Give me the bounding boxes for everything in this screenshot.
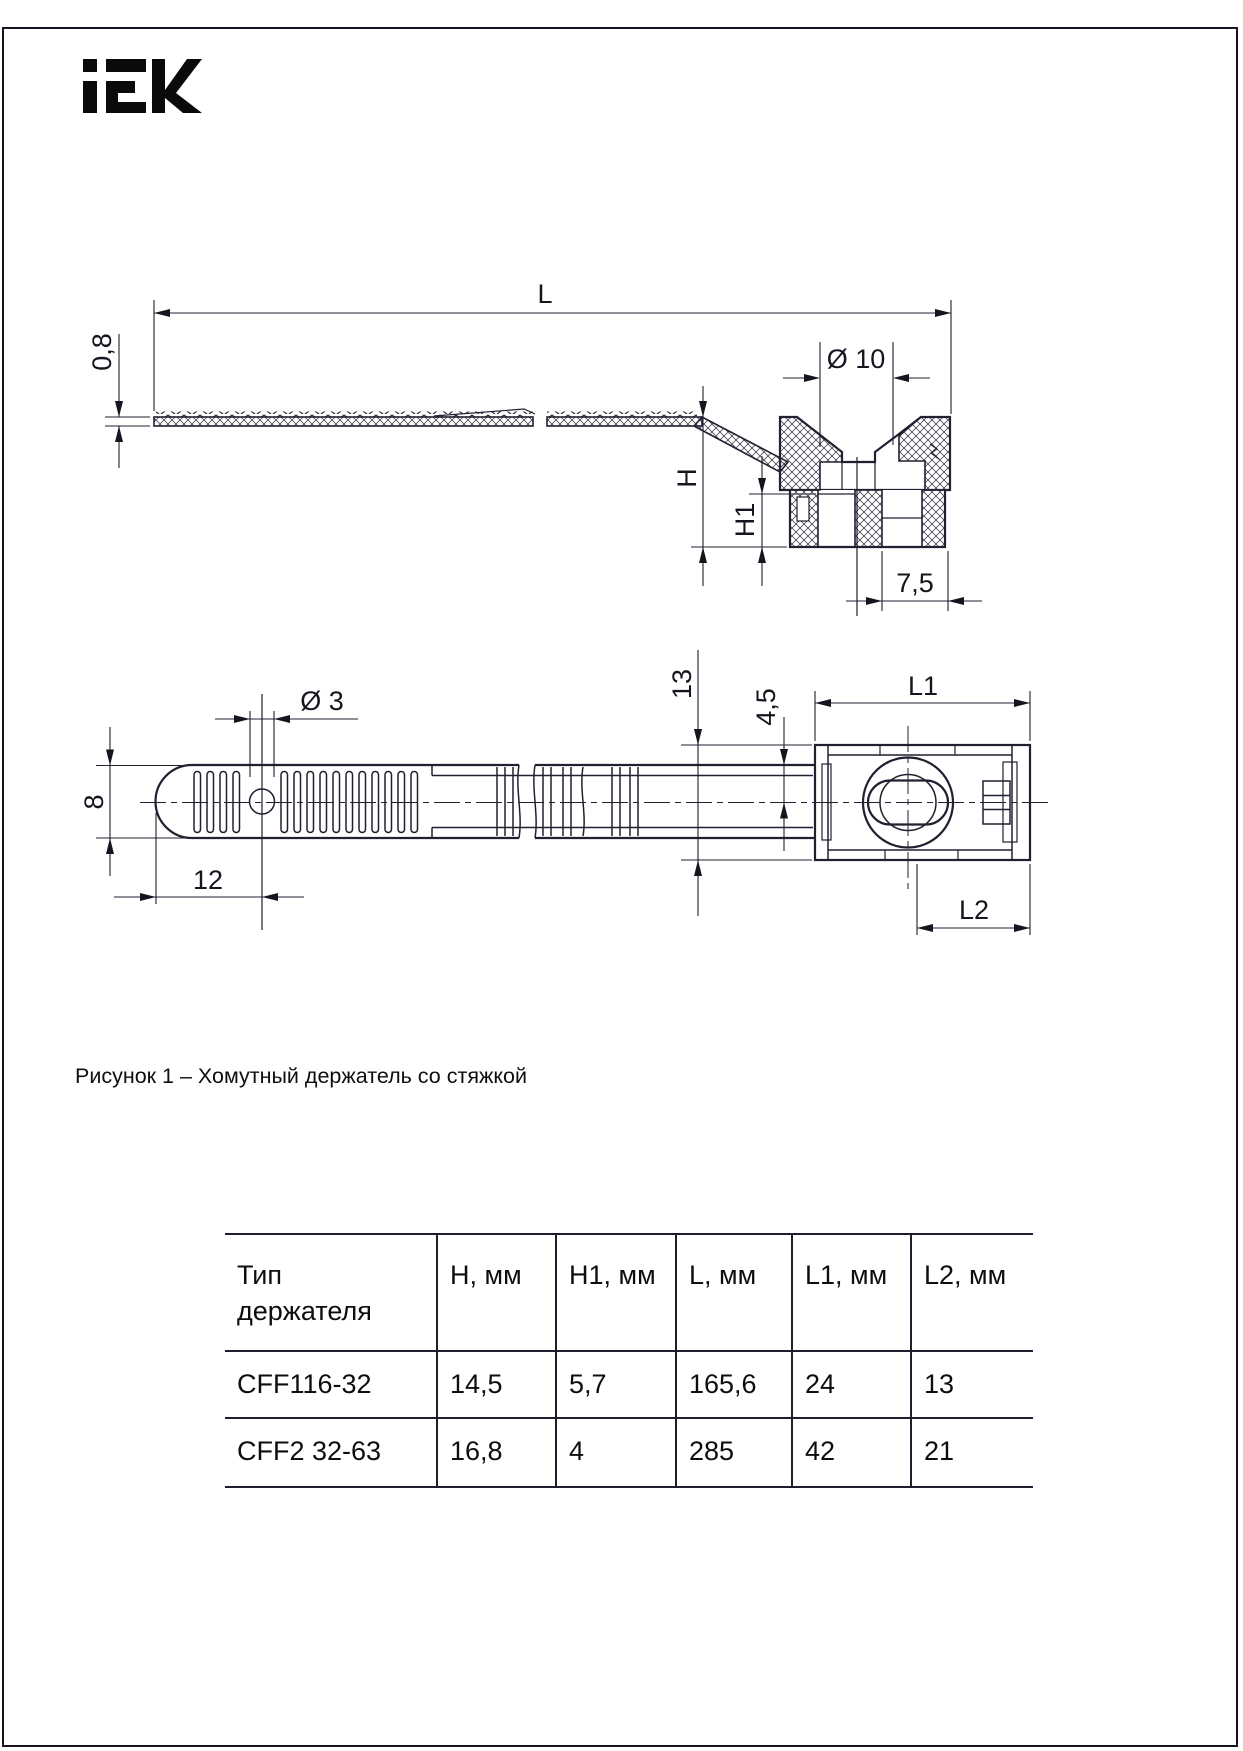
dim-head-width-label: 13 — [667, 668, 697, 700]
col-header-l: L, мм — [677, 1235, 793, 1352]
dim-strap-hole-diameter-label: Ø 3 — [300, 686, 344, 716]
side-view — [154, 409, 950, 616]
col-header-l1: L1, мм — [793, 1235, 912, 1352]
row2-h1: 4 — [557, 1419, 677, 1486]
row2-type: CFF2 32-63 — [225, 1419, 438, 1486]
dim-height-inner-label: H1 — [730, 502, 760, 538]
spec-table — [225, 1233, 1033, 1488]
row1-h1: 5,7 — [557, 1352, 677, 1419]
dim-entry-diameter-label: Ø 10 — [826, 344, 886, 374]
dim-strap-thickness-label: 0,8 — [87, 333, 117, 371]
row2-l2: 21 — [924, 1436, 955, 1466]
strap-section — [154, 417, 533, 426]
col-header-h: H, мм — [438, 1235, 557, 1352]
dim-base-slot-width-label: 7,5 — [896, 568, 934, 598]
row1-l1: 24 — [793, 1352, 912, 1419]
row2-l: 285 — [677, 1419, 793, 1486]
dim-head-length-label: L1 — [907, 671, 939, 701]
strap-section — [547, 417, 702, 426]
row1-l2: 13 — [912, 1352, 1033, 1419]
dim-total-length-label: L — [537, 279, 553, 309]
figure-caption: Рисунок 1 – Хомутный держатель со стяжкой — [75, 1064, 527, 1088]
row2-h: 16,8 — [438, 1419, 557, 1486]
col-header-h1: H1, мм — [557, 1235, 677, 1352]
dim-tip-to-hole-label: 12 — [192, 865, 224, 895]
row1-l: 165,6 — [677, 1352, 793, 1419]
dim-edge-to-axis-label: 4,5 — [751, 688, 781, 726]
strap-into-head — [694, 417, 788, 472]
col-header-type: Тип держателя — [225, 1235, 438, 1352]
row2-l1: 42 — [793, 1419, 912, 1486]
dim-head-slot-length-label: L2 — [958, 895, 990, 925]
dim-height-label: H — [672, 468, 702, 488]
col-header-l2: L2, мм — [912, 1235, 1033, 1352]
row1-h: 14,5 — [438, 1352, 557, 1419]
dim-strap-width-label: 8 — [79, 794, 109, 810]
row1-type: CFF116-32 — [225, 1352, 438, 1419]
